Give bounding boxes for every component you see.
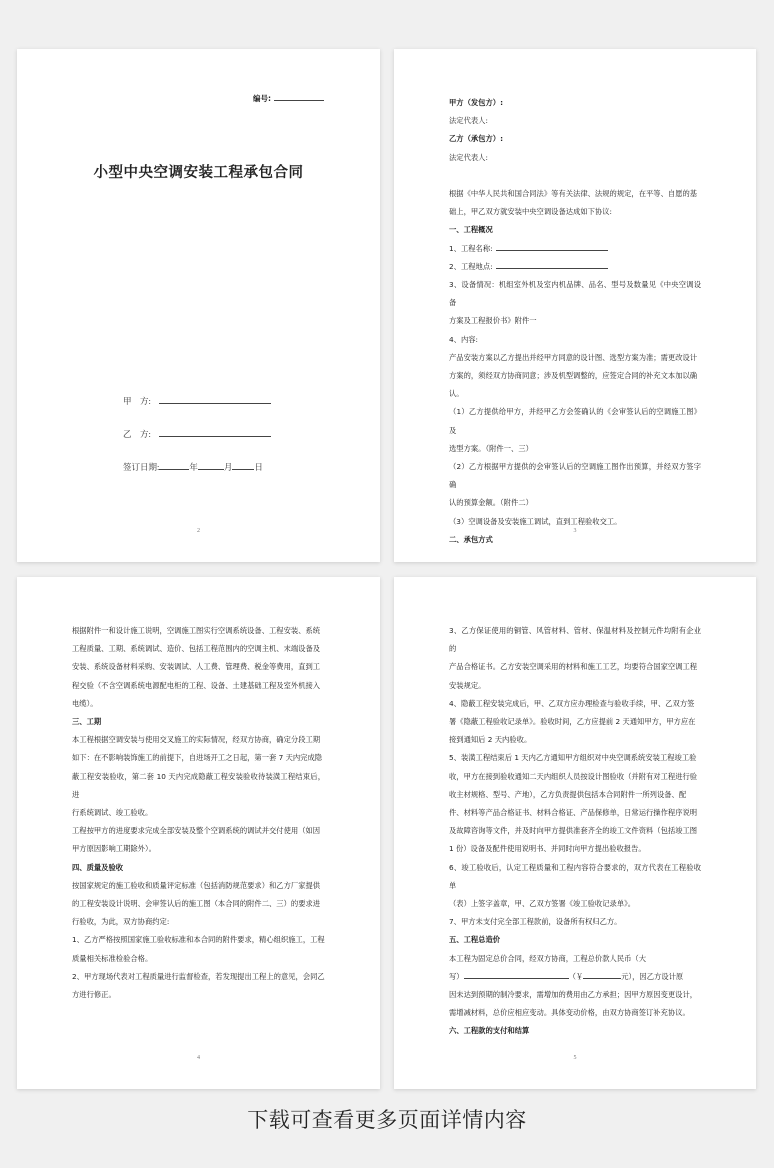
line-text: 甲方原因影响工期除外）。 — [72, 844, 156, 854]
page-number: 5 — [573, 1055, 577, 1061]
paragraph-line — [72, 877, 325, 895]
line-text: 3、乙方保证使用的铜管、风管材料、管材、保温材料及控制元件均附有企业的 — [449, 626, 701, 654]
line-text: 蔽工程安装验收，第二套 10 天内完成隐蔽工程安装验收待装潢工程结束后，进 — [72, 771, 325, 799]
section-heading — [72, 713, 325, 731]
line-text: 行验收，为此，双方协商约定: — [72, 917, 170, 927]
paragraph-line — [449, 768, 701, 786]
paragraph-line — [72, 622, 325, 640]
paragraph-line — [449, 331, 701, 349]
paragraph-line — [72, 677, 325, 695]
line-text: （3）空调设备及安装施工调试，直到工程验收交工。 — [449, 516, 622, 526]
paragraph-line — [72, 822, 325, 840]
section-heading — [72, 859, 325, 877]
paragraph-line — [449, 658, 701, 676]
fill-in-blank — [496, 259, 608, 269]
page-3-body — [449, 94, 701, 549]
party-a-line — [123, 394, 271, 407]
price-words-blank — [464, 969, 569, 979]
line-text: 需增减材料，总价应相应变动。具体变动价格，由双方协商签订补充协议。 — [449, 1008, 690, 1018]
month-blank — [198, 460, 224, 470]
line-text: 写） — [449, 971, 464, 981]
paragraph-line — [72, 950, 325, 968]
paragraph-line — [72, 768, 325, 804]
line-text: 2、甲方现场代表对工程质量进行监督检查，若发现提出工程上的意见，会同乙 — [72, 971, 325, 981]
document-page-5 — [394, 577, 756, 1089]
party-b-blank — [159, 427, 271, 437]
page-5-body — [449, 622, 701, 1041]
paragraph-line — [72, 658, 325, 676]
paragraph-line — [449, 677, 701, 695]
line-text: 工程按甲方的进度要求完成全部安装及整个空调系统的调试并交付使用（如因 — [72, 826, 321, 836]
price-number-blank — [583, 969, 621, 979]
line-text: （2）乙方根据甲方提供的会审签认后的空调施工图作出预算，并经双方签字确 — [449, 462, 701, 490]
line-text: 的工程安装设计说明、会审签认后的施工图（本合同的附件二、三）的要求进 — [72, 899, 321, 909]
line-text: 收，甲方在接到验收通知二天内组织人员按设计图验收（并附有对工程进行验 — [449, 771, 698, 781]
line-text: 4、内容: — [449, 334, 478, 344]
line-text: 选型方案。（附件一、三） — [449, 443, 533, 453]
paragraph-line — [449, 786, 701, 804]
paragraph-line — [449, 185, 701, 203]
paragraph-line — [449, 840, 701, 858]
line-text: 二、承包方式 — [449, 534, 493, 544]
price-unit-label: 元），因乙方设计原 — [621, 971, 684, 981]
paragraph-line — [449, 167, 701, 185]
paragraph-line — [449, 731, 701, 749]
section-heading — [449, 221, 701, 239]
party-b-label: 乙 方: — [123, 429, 151, 439]
line-text: 工程质量、工期、系统调试、造价、包括工程范围内的空调主机、末端设备及 — [72, 644, 321, 654]
section-heading — [449, 94, 701, 112]
line-text: 3、设备情况：机组室外机及室内机品牌、品名、型号及数量见《中央空调设备 — [449, 280, 701, 308]
page-number: 2 — [197, 528, 200, 534]
line-text: 5、装潢工程结束后 1 天内乙方通知甲方组织对中央空调系统安装工程竣工验 — [449, 753, 697, 763]
line-text: 电缆）。 — [72, 698, 98, 708]
download-more-prompt[interactable]: 下载可查看更多页面详情内容 — [247, 1108, 527, 1132]
day-label: 日 — [254, 462, 263, 472]
paragraph-line — [449, 859, 701, 895]
line-text: 认。 — [449, 389, 464, 399]
serial-number — [253, 91, 324, 104]
line-text: 署《隐蔽工程验收记录单》。验收时间，乙方应提前 2 天通知甲方，甲方应在 — [449, 717, 696, 727]
paragraph-line — [449, 367, 701, 385]
line-text: 安装规定。 — [449, 680, 486, 690]
line-text: 乙方（承包方）: — [449, 134, 503, 144]
line-text: 及故障咨询等文件，并及时向甲方提供准套齐全的竣工文件资料（包括竣工图 — [449, 826, 698, 836]
line-text: 四、质量及验收 — [72, 862, 124, 872]
line-text: 五、工程总造价 — [449, 935, 501, 945]
fill-in-blank — [496, 241, 608, 251]
line-text: 根据附件一和设计施工说明，空调施工图实行空调系统设备、工程安装、系统 — [72, 626, 321, 635]
paragraph-line — [449, 494, 701, 512]
paragraph-line — [72, 640, 325, 658]
line-text: （1）乙方提供给甲方，并经甲乙方会签确认的《会审签认后的空调施工图》及 — [449, 407, 701, 435]
paragraph-line — [449, 240, 701, 258]
line-text: 方案的，须经双方协商同意；涉及机型调整的，应签定合同的补充文本加以确 — [449, 371, 698, 381]
line-text: 础上，甲乙双方就安装中央空调设备达成如下协议: — [449, 207, 612, 217]
paragraph-line — [449, 112, 701, 130]
serial-number-label: 编号: — [253, 94, 271, 103]
page-4-body — [72, 622, 325, 1004]
paragraph-line — [449, 276, 701, 312]
sign-date-label: 签订日期: — [123, 462, 160, 472]
serial-number-blank — [274, 91, 324, 101]
line-text: 安装、系统设备材料采购、安装调试、人工费、管理费、税金等费用，直到工 — [72, 662, 321, 672]
page-number: 3 — [573, 528, 577, 534]
document-page-3 — [394, 49, 756, 562]
line-text: 4、隐蔽工程安装完成后，甲、乙双方应办理检查与验收手续，甲、乙双方签 — [449, 698, 695, 708]
line-text: 收主材规格、型号、产地），乙方负责提供包括本合同附件一所列设备、配 — [449, 789, 687, 799]
section-heading — [449, 130, 701, 148]
paragraph-line — [449, 804, 701, 822]
line-text: 1、工程名称: — [449, 243, 493, 253]
section-heading — [449, 1022, 701, 1040]
paragraph-line — [449, 986, 701, 1004]
page-number: 4 — [197, 1055, 200, 1061]
paragraph-line — [449, 968, 701, 986]
paragraph-line — [449, 458, 701, 494]
line-text: 接到通知后 2 天内验收。 — [449, 735, 532, 745]
paragraph-line — [449, 349, 701, 367]
paragraph-line — [449, 1004, 701, 1022]
paragraph-line — [449, 385, 701, 403]
paragraph-line — [449, 749, 701, 767]
party-a-blank — [159, 394, 271, 404]
line-text: 根据《中华人民共和国合同法》等有关法律、法规的规定，在平等、自愿的基 — [449, 189, 698, 199]
line-text: 件、材料等产品合格证书、材料合格证、产品保修单，日常运行操作程序说明 — [449, 808, 698, 818]
line-text: 1、乙方严格按照国家施工验收标准和本合同的附件要求，精心组织施工，工程 — [72, 935, 325, 945]
line-text: 认的预算金额。（附件二） — [449, 498, 533, 508]
paragraph-line — [72, 895, 325, 913]
section-heading — [449, 931, 701, 949]
line-text: 1 份）设备及配件使用说明书、并同时向甲方提出验收报告。 — [449, 844, 646, 854]
line-text: 本工程根据空调安装与使用交叉施工的实际情况，经双方协商，确定分段工期 — [72, 735, 321, 745]
price-currency-label: （￥ — [568, 971, 584, 981]
line-text: 法定代表人: — [449, 152, 488, 162]
paragraph-line — [449, 149, 701, 167]
paragraph-line — [449, 913, 701, 931]
line-text: 因未达到预期的制冷要求，需增加的费用由乙方承担；因甲方原因变更设计， — [449, 990, 698, 1000]
paragraph-line — [449, 622, 701, 658]
line-text: 程交验（不含空调系统电源配电柜的工程、设备、土建基础工程及室外机接入 — [72, 680, 321, 690]
paragraph-line — [449, 950, 701, 968]
paragraph-line — [449, 440, 701, 458]
month-label: 月 — [223, 462, 233, 472]
line-text: 按国家规定的施工验收和质量评定标准（包括消防规范要求）和乙方厂家提供 — [72, 880, 321, 890]
paragraph-line — [449, 203, 701, 221]
line-text: 质量相关标准检验合格。 — [72, 953, 153, 963]
line-text: 2、工程地点: — [449, 261, 493, 271]
paragraph-line — [72, 731, 325, 749]
paragraph-line — [449, 695, 701, 713]
paragraph-line — [449, 312, 701, 330]
line-text: 六、工程款的支付和结算 — [449, 1026, 530, 1036]
paragraph-line — [72, 968, 325, 986]
paragraph-line — [72, 749, 325, 767]
line-text: 方案及工程报价书》附件一 — [449, 316, 537, 326]
paragraph-line — [449, 822, 701, 840]
line-text: 产品安装方案以乙方提出并经甲方同意的设计图、选型方案为准；需更改设计 — [449, 352, 698, 362]
paragraph-line — [72, 840, 325, 858]
paragraph-line — [449, 713, 701, 731]
paragraph-line — [449, 403, 701, 439]
year-label: 年 — [189, 462, 198, 472]
paragraph-line — [72, 931, 325, 949]
line-text: 本工程为固定总价合同，经双方协商，工程总价款人民币（大 — [449, 953, 647, 963]
paragraph-line — [449, 895, 701, 913]
line-text: 6、竣工验收后，认定工程质量和工程内容符合要求的，双方代表在工程验收单 — [449, 862, 701, 890]
sign-date-line — [123, 460, 263, 473]
line-text: 一、工程概况 — [449, 225, 493, 235]
paragraph-line — [72, 804, 325, 822]
document-page-4 — [17, 577, 380, 1089]
line-text: 产品合格证书。乙方安装空调采用的材料和施工工艺，均要符合国家空调工程 — [449, 662, 698, 672]
line-text: 甲方（发包方）: — [449, 98, 503, 107]
line-text: 如下：在不影响装饰施工的前提下，自进场开工之日起，第一套 7 天内完成隐 — [72, 753, 323, 763]
line-text: 三、工期 — [72, 717, 102, 727]
year-blank — [159, 460, 189, 470]
day-blank — [232, 460, 254, 470]
paragraph-line — [72, 986, 325, 1004]
document-page-2 — [17, 49, 380, 562]
line-text: 7、甲方未支付完全部工程款前，设备所有权归乙方。 — [449, 917, 622, 927]
line-text: 行系统调试、竣工验收。 — [72, 808, 153, 818]
paragraph-line — [449, 258, 701, 276]
line-text: 法定代表人: — [449, 116, 488, 126]
paragraph-line — [72, 695, 325, 713]
line-text: 方进行修正。 — [72, 990, 116, 1000]
line-text: （表）上签字盖章，甲、乙双方签署《竣工验收记录单》。 — [449, 899, 636, 909]
party-b-line — [123, 427, 271, 440]
contract-title: 小型中央空调安装工程承包合同 — [93, 165, 304, 181]
party-a-label: 甲 方: — [123, 396, 151, 406]
paragraph-line — [72, 913, 325, 931]
